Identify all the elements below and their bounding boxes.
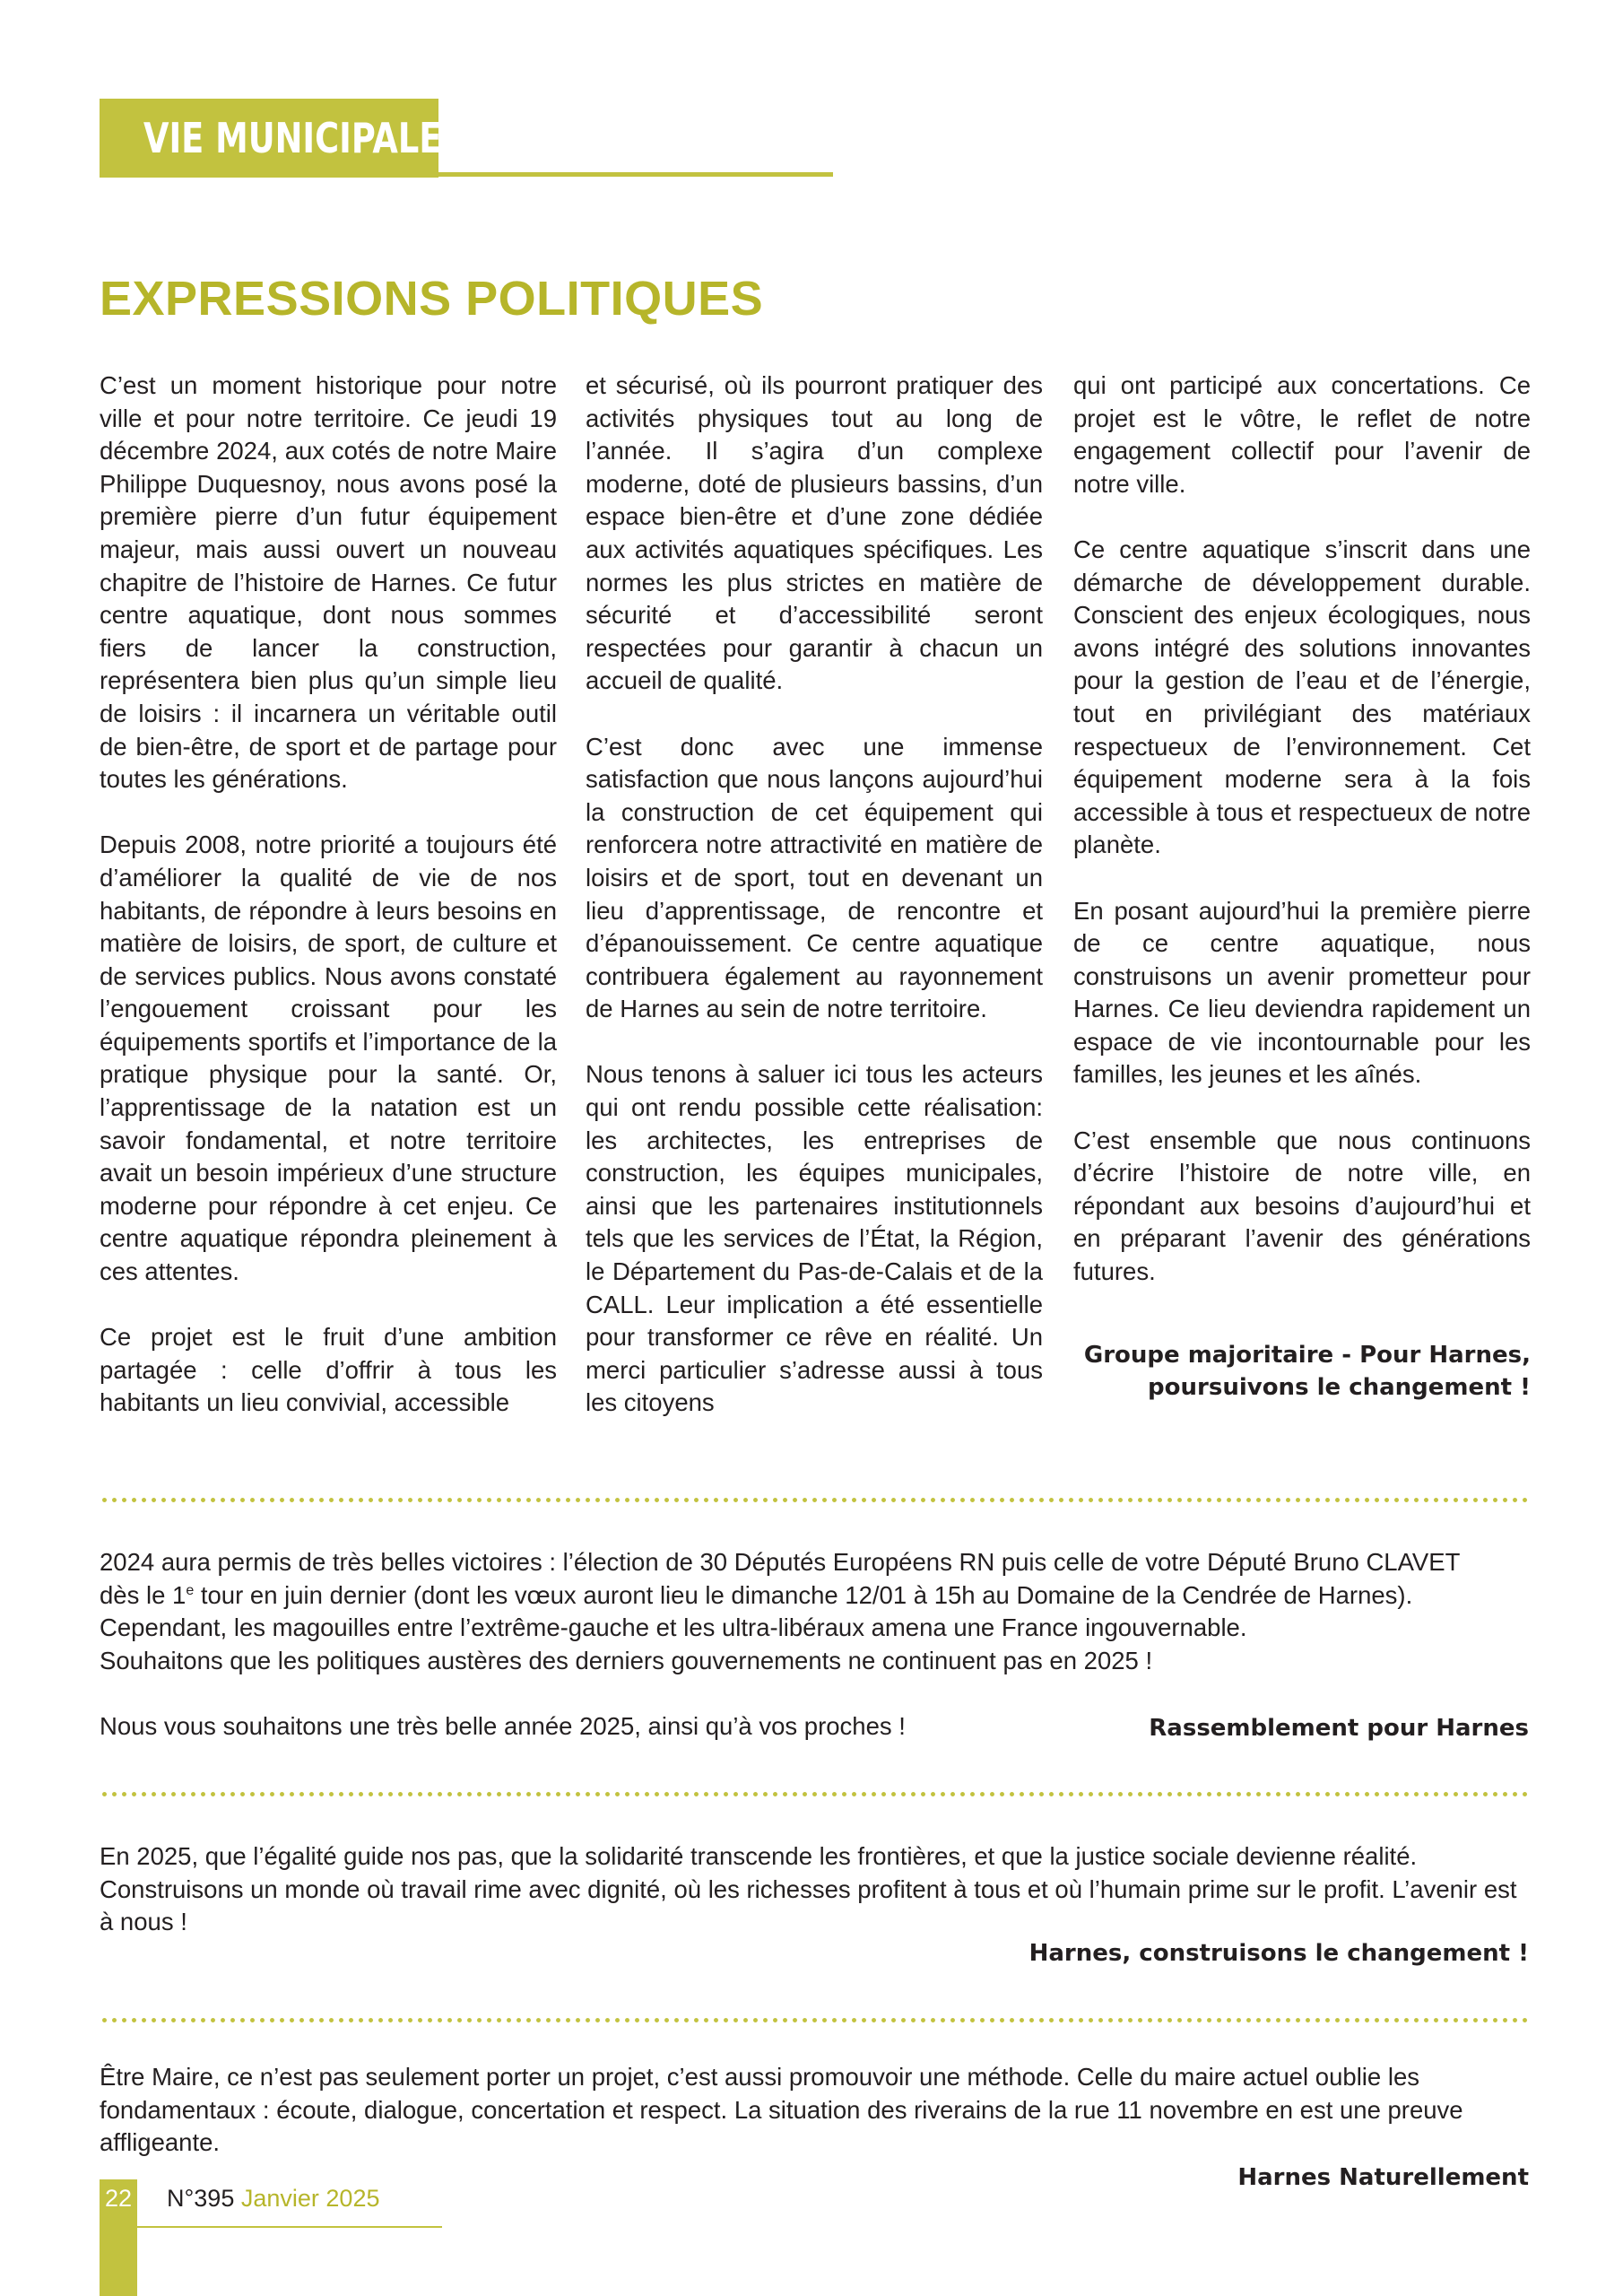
section-header: VIE MUNICIPALE — [143, 114, 442, 162]
majority-signature — [1073, 1339, 1531, 1404]
statement-text: Être Maire, ce n’est pas seulement porter un projet, c’est aussi promouvoir une méthode. Celle du maire actuel oublie les fondamentaux : écoute, dialogue, concertation et respect. La situation des riverains de la rue 11 novembre en est une preuve affligeante. — [100, 2063, 1463, 2157]
naturellement-statement — [100, 2061, 1529, 2191]
signature-line: Groupe majoritaire - Pour Harnes, — [1083, 1341, 1531, 1369]
statement-line: Nous vous souhaitons une très belle année 2025, ainsi qu’à vos proches ! — [100, 1711, 906, 1740]
statement-text: En 2025, que l’égalité guide nos pas, que la solidarité transcende les frontières, et que la justice sociale devienne réalité. Construisons un monde où travail rime avec dignité, où les richesses profitent à tous et où l’humain prime sur le profit. L’avenir est à nous ! — [100, 1842, 1517, 1936]
paragraph: Nous tenons à saluer ici tous les acteurs qui ont rendu possible cette réalisation: les architectes, les entreprises de construction, les équipes municipales, ainsi que les partenaires institutionnels tels que les services de l’État, la Région, le Département du Pas-de-Calais et de la CALL. Leur implication a été essentielle pour transformer ce rêve en réalité. Un merci particulier s’adresse aussi à tous les citoyens — [586, 1060, 1043, 1417]
paragraph: C’est donc avec une immense satisfaction que nous lançons aujourd’hui la construction de cet équipement qui renforcera notre attractivité en matière de loisirs et de sport, tout en devenant un lieu d’apprentissage, de rencontre et d’épanouissement. Ce centre aquatique contribuera également au rayonnement de Harnes au sein de notre territoire. — [586, 732, 1043, 1023]
paragraph: Ce centre aquatique s’inscrit dans une démarche de développement durable. Conscient des enjeux écologiques, nous avons intégré des solutions innovantes pour la gestion de l’eau et de l’énergie, tout en privilégiant des matériaux respectueux de l’environnement. Cet équipement moderne sera à la fois accessible à tous et respectueux de notre planète. — [1073, 535, 1531, 859]
paragraph: En posant aujourd’hui la première pierre de ce centre aquatique, nous construisons un avenir prometteur pour Harnes. Ce lieu deviendra rapidement un espace de vie incontournable pour les familles, les jeunes et les aînés. — [1073, 896, 1531, 1089]
dotted-separator — [100, 1498, 1529, 1502]
dotted-separator — [100, 1792, 1529, 1796]
majority-article — [100, 370, 1529, 1450]
page-number: 22 — [104, 2185, 133, 2212]
paragraph: Ce projet est le fruit d’une ambition partagée : celle d’offrir à tous les habitants un lieu convivial, accessible — [100, 1323, 557, 1417]
article-column-2 — [586, 370, 1043, 1420]
issue-info — [167, 2185, 379, 2213]
statement-line: Souhaitons que les politiques austères des derniers gouvernements ne continuent pas en 2025 ! — [100, 1646, 1153, 1674]
signature-line: poursuivons le changement ! — [1148, 1373, 1531, 1401]
rn-signature: Rassemblement pour Harnes — [1149, 1715, 1529, 1742]
paragraph: Depuis 2008, notre priorité a toujours été d’améliorer la qualité de vie de nos habitants, de répondre à leurs besoins en matière de loisirs, de sport, de culture et de services publics. Nous avons constaté l’engouement croissant pour les équipements sportifs et l’importance de la pratique physique pour la santé. Or, l’apprentissage de la natation est un savoir fondamental, et notre territoire avait un besoin impérieux d’une structure moderne pour répondre à cet enjeu. Ce centre aquatique répondra pleinement à ces attentes. — [100, 831, 557, 1286]
paragraph: qui ont participé aux concertations. Ce projet est le vôtre, le reflet de notre engagement collectif pour l’avenir de notre ville. — [1073, 371, 1531, 498]
gauche-statement — [100, 1840, 1529, 1984]
paragraph: et sécurisé, où ils pourront pratiquer des activités physiques tout au long de l’année. Il s’agira d’un complexe moderne, doté de plusieurs bassins, d’un espace bien-être et d’une zone dédiée aux activités aquatiques spécifiques. Les normes les plus strictes en matière de sécurité et d’accessibilité seront respectées pour garantir à chacun un accueil de qualité. — [586, 371, 1043, 695]
paragraph: C’est ensemble que nous continuons d’écrire l’histoire de notre ville, en répondant aux besoins d’aujourd’hui et en préparant l’avenir des générations futures. — [1073, 1126, 1531, 1286]
header-rule — [438, 172, 833, 177]
paragraph: C’est un moment historique pour notre ville et pour notre territoire. Ce jeudi 19 décembre 2024, aux cotés de notre Maire Philippe Duquesnoy, nous avons posé la première pierre d’un futur équipement majeur, mais aussi ouvert un nouveau chapitre de l’histoire de Harnes. Ce futur centre aquatique, dont nous sommes fiers de lancer la construction, représentera bien plus qu’un simple lieu de loisirs : il incarnera un véritable outil de bien-être, de sport et de partage pour toutes les générations. — [100, 371, 557, 794]
statement-line: dès le 1e tour en juin dernier (dont les vœux auront lieu le dimanche 12/01 à 15h au Domaine de la Cendrée de Harnes). — [100, 1580, 1413, 1609]
issue-number: N°395 — [167, 2185, 235, 2212]
statement-line: 2024 aura permis de très belles victoires : l’élection de 30 Députés Européens RN puis celle de votre Député Bruno CLAVET — [100, 1548, 1461, 1576]
naturellement-signature: Harnes Naturellement — [1237, 2164, 1529, 2191]
article-column-1 — [100, 370, 557, 1420]
issue-date: Janvier 2025 — [240, 2185, 380, 2212]
article-column-3 — [1073, 370, 1531, 1404]
rn-statement — [100, 1546, 1529, 1770]
gauche-signature: Harnes, construisons le changement ! — [1028, 1940, 1529, 1967]
folio-rule — [137, 2226, 442, 2228]
dotted-separator — [100, 2018, 1529, 2022]
statement-line: Cependant, les magouilles entre l’extrême-gauche et les ultra-libéraux amena une France ingouvernable. — [100, 1613, 1247, 1642]
page-title: EXPRESSIONS POLITIQUES — [100, 272, 764, 326]
